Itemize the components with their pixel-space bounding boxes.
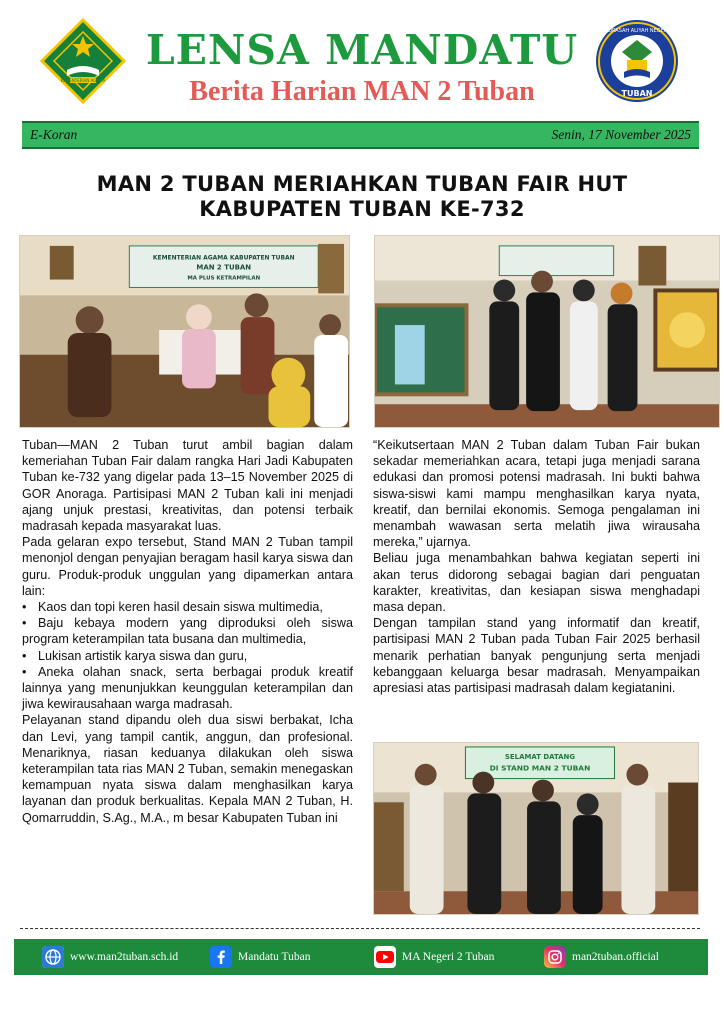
svg-text:DI STAND MAN 2 TUBAN: DI STAND MAN 2 TUBAN [489, 763, 591, 773]
website-link[interactable]: www.man2tuban.sch.id [70, 951, 179, 963]
edition-bar [22, 121, 699, 149]
photo-welcome-banner [373, 742, 699, 915]
list-item: • Aneka olahan snack, serta berbagai produk kreatif lainnya yang menunjukkan keunggulan keterampilan dan jiwa kewirausahaan warga madrasah. [22, 664, 353, 712]
list-item: • Kaos dan topi keren hasil desain siswa multimedia, [22, 600, 323, 615]
footer-bar [14, 939, 708, 975]
article-paragraph: Beliau juga menambahkan bahwa kegiatan seperti ini akan terus didorong sebagai bagian dari penguatan karakter, kreativitas, dan kesiapan siswa menghadapi masa depan. [373, 551, 700, 615]
svg-text:TUBAN: TUBAN [621, 89, 653, 98]
facebook-icon [210, 946, 232, 968]
article-paragraph: Dengan tampilan stand yang informatif dan kreatif, partisipasi MAN 2 Tuban pada Tuban Fair 2025 berhasil menarik perhatian banyak pengunjung serta menjadi kebanggaan keluarga besar madrasah. Menyampaikan apresiasi atas partisipasi madrasah dalam kegiatanini. [373, 616, 700, 696]
edition-date: Senin, 17 November 2025 [551, 127, 691, 142]
article-headline: MAN 2 TUBAN MERIAHKAN TUBAN FAIR HUT KABUPATEN TUBAN KE-732 [96, 172, 628, 221]
facebook-link[interactable]: Mandatu Tuban [238, 951, 311, 963]
svg-text:SELAMAT DATANG: SELAMAT DATANG [504, 752, 576, 761]
edition-label: E-Koran [30, 127, 78, 142]
bullet-icon: • [22, 664, 27, 679]
photo-students-exhibition [374, 235, 720, 428]
product-list [22, 599, 353, 712]
footer-instagram[interactable] [544, 946, 659, 968]
article-paragraph: Pada gelaran expo tersebut, Stand MAN 2 Tuban tampil menonjol dengan penyajian beragam hasil karya siswa dan guru. Produk-produk unggulan yang dipamerkan antara lain: [22, 535, 353, 598]
svg-text:MAN 2 TUBAN: MAN 2 TUBAN [196, 263, 252, 272]
list-item: • Lukisan artistik karya siswa dan guru, [22, 648, 248, 663]
newspaper-title: LENSA MANDATU [145, 26, 579, 74]
list-item: • Baju kebaya modern yang diproduksi oleh siswa program keterampilan tata busana dan multimedia, [22, 616, 353, 647]
man2tuban-logo [594, 18, 680, 104]
article-paragraph: Pelayanan stand dipandu oleh dua siswi berbakat, Icha dan Levi, yang tampil cantik, anggun, dan profesional. Menariknya, riasan keduanya dilakukan oleh siswa keterampilan tata rias MAN 2 Tuban, semakin menegaskan kemampuan nyata siswa dalam menghasilkan karya layanan dan produk berkualitas. Kepala MAN 2 Tuban, H. Qomarruddin, S.Ag., M.A., m besar Kabupaten Tuban ini [22, 713, 353, 825]
footer-facebook[interactable] [210, 946, 311, 968]
footer-website[interactable] [42, 946, 178, 968]
photo-stand-visit [19, 235, 350, 428]
svg-text:KEMENTERIAN AGAMA: KEMENTERIAN AGAMA [60, 78, 106, 83]
bullet-icon: • [22, 600, 27, 615]
newspaper-subtitle: Berita Harian MAN 2 Tuban [189, 76, 535, 107]
youtube-link[interactable]: MA Negeri 2 Tuban [402, 951, 495, 963]
article-paragraph: Tuban—MAN 2 Tuban turut ambil bagian dalam kemeriahan Tuban Fair dalam rangka Hari Jadi Kabupaten Tuban ke-732 yang digelar pada 13–15 November 2025 di GOR Anoraga. Partisipasi MAN 2 Tuban kali ini menjadi ajang unjuk prestasi, kreativitas, dan potensi terbaik madrasah kepada masyarakat luas. [22, 438, 353, 534]
kemenag-logo [40, 18, 126, 104]
footer-divider [20, 928, 700, 929]
article-quote: “Keikutsertaan MAN 2 Tuban dalam Tuban Fair bukan sekadar memeriahkan acara, tetapi juga menjadi sarana edukasi dan promosi potensi madrasah. Ini bukti bahwa siswa-siswi kami mampu menghasilkan karya nyata, kreatif, dan bernilai ekonomis. Semoga pengalaman ini menambah wawasan serta melatih jiwa wirausaha mereka,” ujarnya. [373, 438, 700, 550]
svg-text:MA PLUS KETRAMPILAN: MA PLUS KETRAMPILAN [187, 275, 261, 282]
instagram-icon [544, 946, 566, 968]
footer-youtube[interactable] [374, 946, 494, 968]
svg-text:KEMENTERIAN AGAMA KABUPATEN TU: KEMENTERIAN AGAMA KABUPATEN TUBAN [152, 254, 295, 262]
globe-icon [42, 946, 64, 968]
article-column-right [373, 437, 700, 696]
youtube-icon [374, 946, 396, 968]
article-column-left [22, 437, 353, 826]
bullet-icon: • [22, 648, 27, 663]
svg-text:MADRASAH ALIYAH NEGERI 2: MADRASAH ALIYAH NEGERI 2 [600, 28, 674, 34]
bullet-icon: • [22, 616, 27, 631]
instagram-link[interactable]: man2tuban.official [572, 951, 659, 963]
